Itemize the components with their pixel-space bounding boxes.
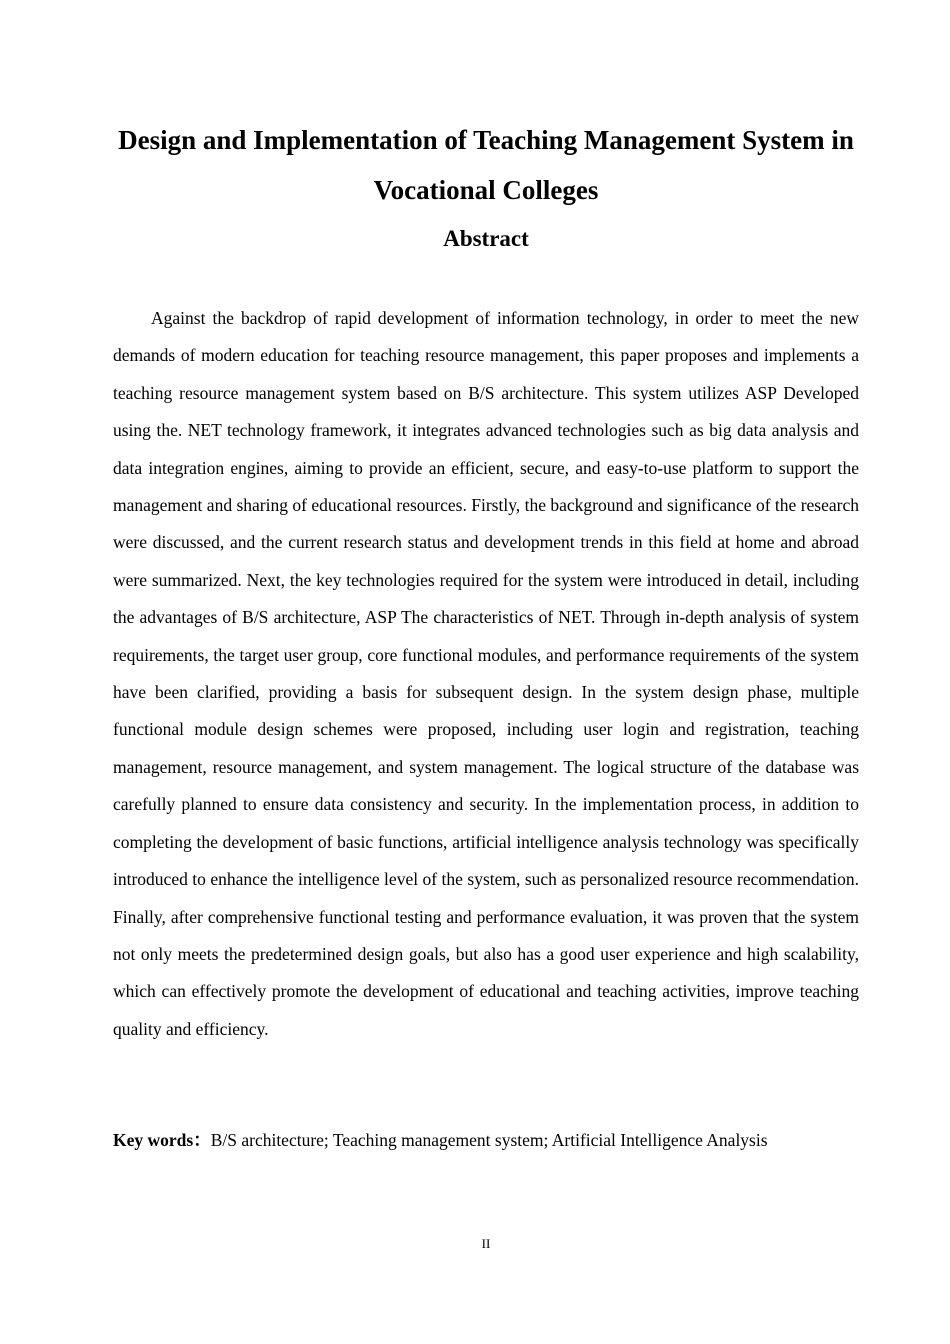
keywords-text: B/S architecture; Teaching management system; Artificial Intelligence Analysis <box>210 1130 768 1150</box>
abstract-body: Against the backdrop of rapid development of information technology, in order to meet the new demands of modern education for teaching resource management, this paper proposes and implements a teaching resource management system based on B/S architecture. This system utilizes ASP Developed using the. NET technology framework, it integrates advanced technologies such as big data analysis and data integration engines, aiming to provide an efficient, secure, and easy-to-use platform to support the management and sharing of educational resources. Firstly, the background and significance of the research were discussed, and the current research status and development trends in this field at home and abroad were summarized. Next, the key technologies required for the system were introduced in detail, including the advantages of B/S architecture, ASP The characteristics of NET. Through in-depth analysis of system requirements, the target user group, core functional modules, and performance requirements of the system have been clarified, providing a basis for subsequent design. In the system design phase, multiple functional module design schemes were proposed, including user login and registration, teaching management, resource management, and system management. The logical structure of the database was carefully planned to ensure data consistency and security. In the implementation process, in addition to completing the development of basic functions, artificial intelligence analysis technology was specifically introduced to enhance the intelligence level of the system, such as personalized resource recommendation. Finally, after comprehensive functional testing and performance evaluation, it was proven that the system not only meets the predetermined design goals, but also has a good user experience and high scalability, which can effectively promote the development of educational and teaching activities, improve teaching quality and efficiency. <box>113 308 859 1039</box>
keywords-label: Key words： <box>113 1130 211 1150</box>
paper-title: Design and Implementation of Teaching Management System in Vocational Colleges <box>118 125 854 205</box>
abstract-heading: Abstract <box>443 226 529 251</box>
page-number: II <box>481 1236 491 1251</box>
keywords-line <box>113 1122 859 1159</box>
